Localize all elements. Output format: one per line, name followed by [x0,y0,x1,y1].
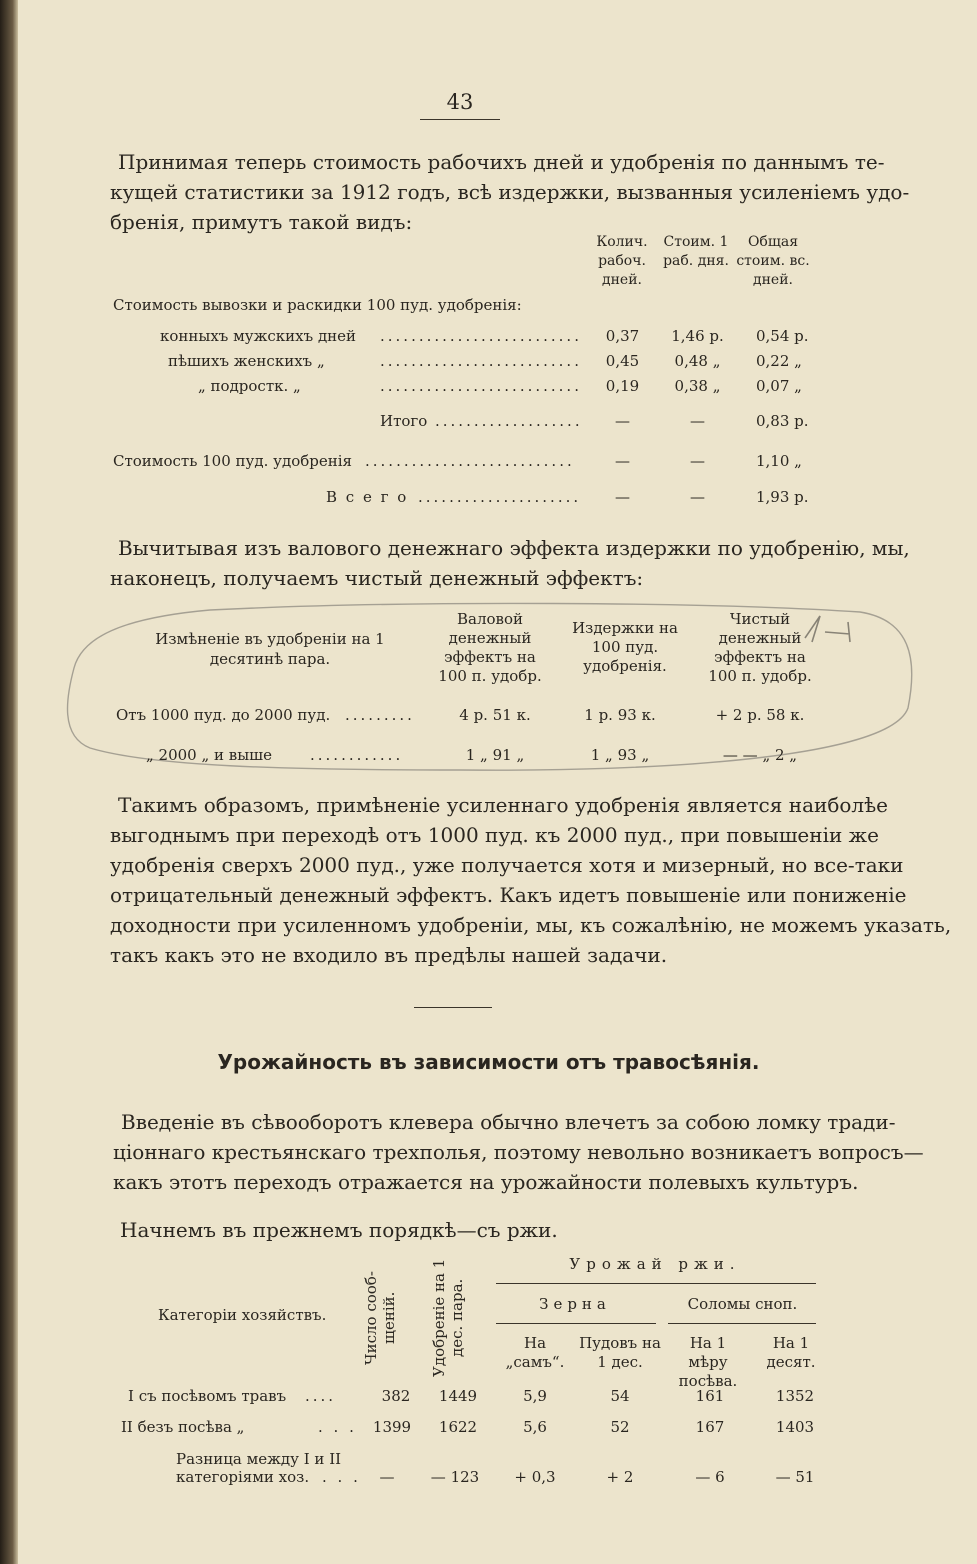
rye-diff-desyat: — 51 [775,1468,815,1486]
clover-line-2: ціоннаго крестьянскаго трехполья, поэтому невольно возникаетъ вопросъ— [113,1140,924,1164]
costs-itogo-price: — [690,412,705,430]
rye-diff-meru: — 6 [695,1468,725,1486]
begin-line: Начнемъ въ прежнемъ порядкѣ—съ ржи. [120,1218,558,1242]
rye-row-desyat: 1403 [775,1418,815,1436]
costs-vsego-total: 1,93 р. [756,488,809,506]
conclusion-line-1: Такимъ образомъ, примѣненіе усиленнаго удобренія является наиболѣе [118,793,888,817]
rye-sub-sam: На „самъ“. [505,1334,565,1371]
costs-row-total: 0,54 р. [756,327,809,345]
section-heading: Урожайность въ зависимости отъ травосѣянія. [217,1050,760,1074]
effect-row-change: „ 2000 „ и выше [146,746,272,764]
leader-dots: ............ [310,746,404,764]
effect-row-gross: 4 р. 51 к. [459,706,531,724]
leader-dots: .......................... [380,327,582,345]
rye-row-desyat: 1352 [775,1387,815,1405]
costs-row-qty: 0,45 [605,352,640,370]
rye-header-grain: Зерна [539,1295,611,1313]
rye-header-fert: Удобреніе на 1 дес. пара. [430,1258,466,1378]
conclusion-paragraph [110,790,952,970]
conclusion-line-4: отрицательный денежный эффектъ. Какъ идетъ повышеніе или пониженіе [110,883,907,907]
costs-itogo-label: Итого [380,412,428,430]
rye-diff-puds: + 2 [606,1468,634,1486]
rye-header-count: Число сооб- щеній. [362,1271,398,1365]
costs-fertilizer-qty: — [615,452,630,470]
costs-header-total: Общая стоим. вс. дней. [736,234,810,288]
costs-row-label: пѣшихъ женскихъ „ [168,352,325,370]
effect-header-gross: Валовой денежный эффектъ на 100 п. удобр. [438,610,542,685]
leader-dots: . . . [318,1418,357,1436]
rye-header-yield: Урожай ржи. [569,1255,741,1273]
costs-row-label: конныхъ мужскихъ дней [160,327,357,345]
rye-row-puds: 54 [610,1387,630,1405]
leader-dots: ........................... [365,452,575,470]
leader-dots: .... [305,1387,337,1405]
rye-row-label: I съ посѣвомъ травъ [128,1387,287,1405]
costs-fertilizer-total: 1,10 „ [756,452,802,470]
leader-dots: ................... [435,412,583,430]
costs-vsego-price: — [690,488,705,506]
rye-row-count: 382 [381,1387,411,1405]
rye-diff-sam: + 0,3 [514,1468,556,1486]
effect-row-costs: 1 р. 93 к. [584,706,656,724]
page-number: 43 [446,90,474,114]
intro-line-1: Принимая теперь стоимость рабочихъ дней и удобренія по даннымъ те- [118,150,885,174]
leader-dots: .......................... [380,352,582,370]
leader-dots: .......................... [380,377,582,395]
effect-row-change: Отъ 1000 пуд. до 2000 пуд. [116,706,331,724]
rye-row-sam: 5,9 [523,1387,547,1405]
leader-dots: . . . [322,1468,361,1486]
costs-vsego-label: В с е г о [326,488,409,506]
conclusion-line-2: выгоднымъ при переходѣ отъ 1000 пуд. къ 2000 пуд., при повышеніи же [110,823,879,847]
costs-fertilizer-label: Стоимость 100 пуд. удобренія [113,452,352,470]
rye-diff-fert: — 123 [430,1468,480,1486]
rye-row-meru: 167 [695,1418,725,1436]
costs-row-qty: 0,19 [605,377,640,395]
rye-row-fert: 1449 [438,1387,478,1405]
costs-row-total: 0,07 „ [756,377,802,395]
effect-header-change: Измѣненіе въ удобреніи на 1 десятинѣ пара. [155,630,385,668]
rye-header-category: Категоріи хозяйствъ. [158,1306,327,1324]
rye-subheader-rule [668,1323,816,1324]
page-number-rule [420,119,500,120]
rye-sub-desyat: На 1 десят. [766,1334,816,1371]
costs-row-price: 1,46 р. [671,327,724,345]
leader-dots: ......... [345,706,415,724]
costs-section-label: Стоимость вывозки и раскидки 100 пуд. удобренія: [113,296,522,314]
rye-row-meru: 161 [695,1387,725,1405]
deduct-paragraph [110,533,910,593]
rye-diff-label-2: категоріями хоз. [176,1468,310,1486]
rye-row-fert: 1622 [438,1418,478,1436]
rye-row-count: 1399 [372,1418,412,1436]
deduct-line-2: наконецъ, получаемъ чистый денежный эффектъ: [110,566,644,590]
effect-row-costs: 1 „ 93 „ [590,746,650,764]
effect-row-net: — — „ 2 „ [722,746,798,764]
rye-header-rule [496,1283,816,1284]
leader-dots: ..................... [418,488,582,506]
intro-line-2: кущей статистики за 1912 годъ, всѣ издержки, вызванныя усиленіемъ удо- [110,180,910,204]
clover-paragraph [113,1107,924,1197]
costs-header-qty: Колич. рабоч. дней. [596,234,648,288]
rye-row-sam: 5,6 [523,1418,547,1436]
costs-row-price: 0,38 „ [674,377,721,395]
effect-row-net: + 2 р. 58 к. [715,706,805,724]
rye-diff-count: — [379,1468,395,1486]
costs-itogo-qty: — [615,412,630,430]
clover-line-3: какъ этотъ переходъ отражается на урожайности полевыхъ культуръ. [113,1170,859,1194]
rye-header-straw: Соломы сноп. [687,1295,798,1313]
effect-header-costs: Издержки на 100 пуд. удобренія. [572,619,678,675]
section-divider [414,1007,492,1008]
costs-fertilizer-price: — [690,452,705,470]
deduct-line-1: Вычитывая изъ валового денежнаго эффекта издержки по удобренію, мы, [118,536,910,560]
rye-diff-label-1: Разница между I и II [176,1450,342,1468]
clover-line-1: Введеніе въ сѣвооборотъ клевера обычно влечетъ за собою ломку тради- [121,1110,896,1134]
rye-row-label: II безъ посѣва „ [121,1418,245,1436]
rye-row-puds: 52 [610,1418,630,1436]
effect-row-gross: 1 „ 91 „ [465,746,525,764]
rye-sub-puds: Пудовъ на 1 дес. [579,1334,661,1371]
costs-vsego-qty: — [615,488,630,506]
effect-header-net: Чистый денежный эффектъ на 100 п. удобр. [708,610,812,685]
costs-row-qty: 0,37 [605,327,640,345]
rye-subheader-rule [496,1323,656,1324]
conclusion-line-6: такъ какъ это не входило въ предѣлы нашей задачи. [110,943,668,967]
costs-row-total: 0,22 „ [756,352,802,370]
costs-header-price: Стоим. 1 раб. дня. [663,234,729,269]
costs-row-label: „ подростк. „ [198,377,301,395]
intro-paragraph [110,147,910,237]
conclusion-line-5: доходности при усиленномъ удобреніи, мы, къ сожалѣнію, не можемъ указать, [110,913,952,937]
rye-sub-meru: На 1 мѣру посѣва. [678,1334,738,1390]
intro-line-3: бренія, примутъ такой видъ: [110,210,413,234]
conclusion-line-3: удобренія сверхъ 2000 пуд., уже получается хотя и мизерный, но все-таки [110,853,904,877]
costs-itogo-total: 0,83 р. [756,412,809,430]
costs-row-price: 0,48 „ [674,352,721,370]
